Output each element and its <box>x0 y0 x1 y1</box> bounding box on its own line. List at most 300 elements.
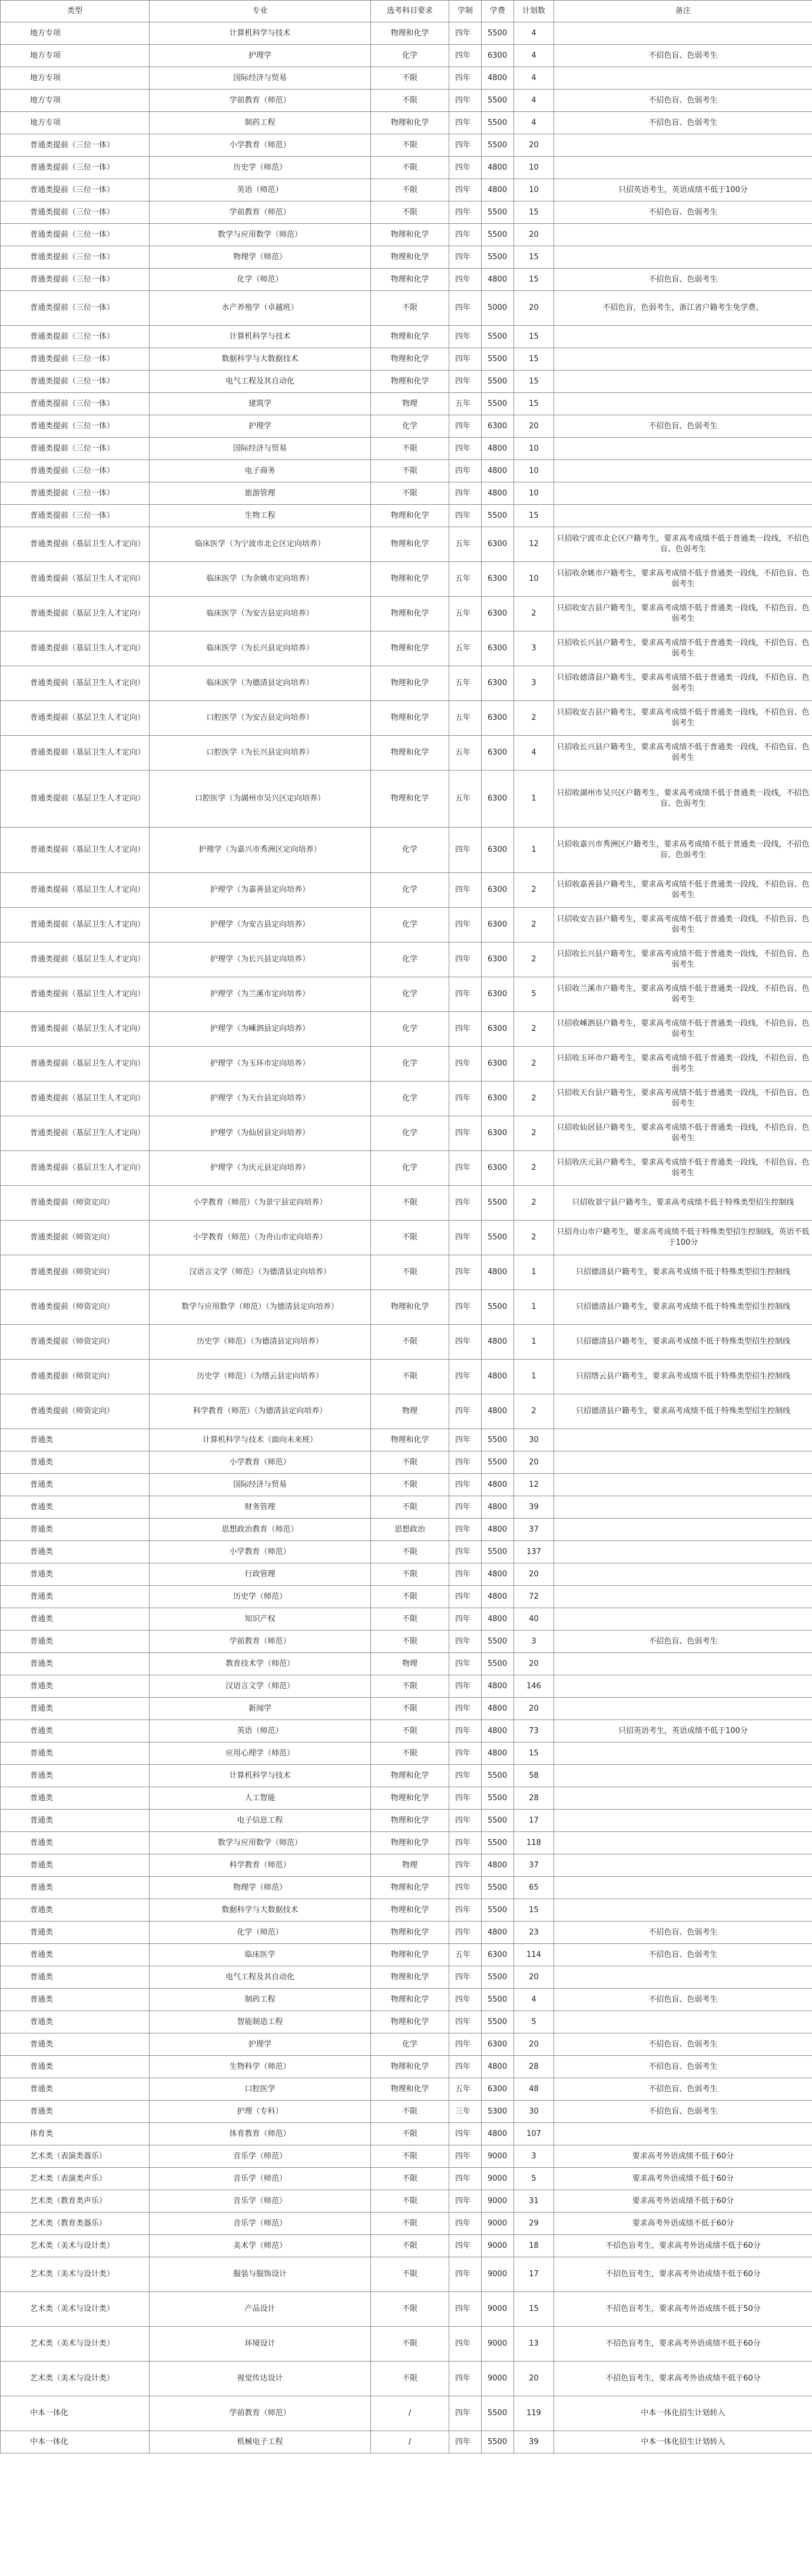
type-cell: 普通类 <box>1 2078 150 2101</box>
duration-cell: 四年 <box>449 873 482 908</box>
table-row <box>1 2078 812 2101</box>
plan-count-cell: 15 <box>514 201 554 224</box>
type-cell: 中本一体化 <box>1 2396 150 2431</box>
table-row <box>1 1765 812 1787</box>
tuition-cell: 6300 <box>482 415 514 438</box>
type-cell: 普通类提前（基层卫生人才定向） <box>1 1047 150 1082</box>
plan-count-cell: 3 <box>514 666 554 701</box>
duration-cell: 四年 <box>449 2145 482 2168</box>
subject-requirement-cell: 物理和化学 <box>371 2011 449 2033</box>
duration-cell: 四年 <box>449 908 482 943</box>
major-cell: 英语（师范） <box>150 1720 371 1742</box>
tuition-cell: 5500 <box>482 1966 514 1989</box>
plan-count-cell: 12 <box>514 527 554 562</box>
remarks-cell: 要求高考外语成绩不低于60分 <box>554 2145 812 2168</box>
plan-count-cell: 137 <box>514 1541 554 1563</box>
plan-count-cell: 1 <box>514 1360 554 1394</box>
plan-count-cell: 3 <box>514 1631 554 1653</box>
duration-cell: 四年 <box>449 2235 482 2257</box>
table-row <box>1 112 812 134</box>
duration-cell: 五年 <box>449 393 482 415</box>
major-cell: 生物科学（师范） <box>150 2056 371 2078</box>
duration-cell: 四年 <box>449 1854 482 1877</box>
subject-requirement-cell: 不限 <box>371 1631 449 1653</box>
remarks-cell <box>554 1429 812 1451</box>
tuition-cell: 5500 <box>482 371 514 393</box>
remarks-cell <box>554 67 812 90</box>
subject-requirement-cell: 不限 <box>371 134 449 157</box>
remarks-cell <box>554 1877 812 1899</box>
tuition-cell: 9000 <box>482 2168 514 2190</box>
duration-cell: 四年 <box>449 371 482 393</box>
table-row <box>1 597 812 631</box>
remarks-cell <box>554 1519 812 1541</box>
subject-requirement-cell: 不限 <box>371 2145 449 2168</box>
subject-requirement-cell: 物理 <box>371 1653 449 1675</box>
major-cell: 学前教育（师范） <box>150 201 371 224</box>
tuition-cell: 5500 <box>482 1877 514 1899</box>
type-cell: 普通类提前（基层卫生人才定向） <box>1 828 150 873</box>
table-row <box>1 1631 812 1653</box>
tuition-cell: 5500 <box>482 1290 514 1325</box>
type-cell: 普通类提前（三位一体） <box>1 371 150 393</box>
remarks-cell <box>554 1541 812 1563</box>
subject-requirement-cell: 化学 <box>371 1047 449 1082</box>
duration-cell: 四年 <box>449 1186 482 1221</box>
type-cell: 普通类提前（基层卫生人才定向） <box>1 1082 150 1116</box>
table-row <box>1 348 812 371</box>
subject-requirement-cell: 不限 <box>371 179 449 201</box>
major-cell: 科学教育（师范）（为德清县定向培养） <box>150 1394 371 1429</box>
duration-cell: 四年 <box>449 157 482 179</box>
subject-requirement-cell: 物理和化学 <box>371 326 449 348</box>
plan-count-cell: 48 <box>514 2078 554 2101</box>
table-row <box>1 666 812 701</box>
plan-count-cell: 65 <box>514 1877 554 1899</box>
remarks-cell: 不招色盲、色弱考生 <box>554 1944 812 1966</box>
table-row <box>1 1787 812 1810</box>
tuition-cell: 4800 <box>482 179 514 201</box>
type-cell: 普通类提前（三位一体） <box>1 438 150 460</box>
table-row <box>1 291 812 326</box>
major-cell: 临床医学（为长兴县定向培养） <box>150 631 371 666</box>
plan-count-cell: 4 <box>514 112 554 134</box>
tuition-cell: 4800 <box>482 1563 514 1586</box>
type-cell: 普通类提前（三位一体） <box>1 179 150 201</box>
table-row <box>1 1966 812 1989</box>
plan-count-cell: 28 <box>514 2056 554 2078</box>
tuition-cell: 6300 <box>482 527 514 562</box>
major-cell: 数学与应用数学（师范） <box>150 224 371 246</box>
major-cell: 汉语言文学（师范） <box>150 1675 371 1698</box>
subject-requirement-cell: 物理和化学 <box>371 1899 449 1922</box>
remarks-cell: 只招德清县户籍考生，要求高考成绩不低于特殊类型招生控制线 <box>554 1255 812 1290</box>
tuition-cell: 6300 <box>482 908 514 943</box>
type-cell: 普通类 <box>1 1966 150 1989</box>
type-cell: 艺术类（美术与设计类） <box>1 2362 150 2396</box>
remarks-cell <box>554 1451 812 1474</box>
duration-cell: 四年 <box>449 2292 482 2327</box>
plan-count-cell: 15 <box>514 1742 554 1765</box>
major-cell: 护理学（为仙居县定向培养） <box>150 1116 371 1151</box>
type-cell: 普通类 <box>1 2011 150 2033</box>
table-header-row <box>1 1 812 22</box>
plan-count-cell: 1 <box>514 1255 554 1290</box>
duration-cell: 四年 <box>449 1765 482 1787</box>
type-cell: 普通类提前（基层卫生人才定向） <box>1 666 150 701</box>
tuition-cell: 9000 <box>482 2257 514 2292</box>
subject-requirement-cell: 物理和化学 <box>371 1290 449 1325</box>
major-cell: 知识产权 <box>150 1608 371 1631</box>
table-row <box>1 1877 812 1899</box>
major-cell: 历史学（师范） <box>150 1586 371 1608</box>
type-cell: 普通类提前（师资定向） <box>1 1255 150 1290</box>
duration-cell: 四年 <box>449 2123 482 2145</box>
table-row <box>1 1810 812 1832</box>
table-row <box>1 562 812 597</box>
subject-requirement-cell: 物理和化学 <box>371 505 449 527</box>
table-row <box>1 1151 812 1186</box>
plan-count-cell: 2 <box>514 597 554 631</box>
duration-cell: 四年 <box>449 1290 482 1325</box>
plan-count-cell: 20 <box>514 224 554 246</box>
table-row <box>1 2190 812 2213</box>
header-subject-requirement: 选考科目要求 <box>371 1 449 22</box>
subject-requirement-cell: 物理 <box>371 393 449 415</box>
table-row <box>1 828 812 873</box>
type-cell: 普通类 <box>1 1496 150 1519</box>
subject-requirement-cell: 物理和化学 <box>371 1877 449 1899</box>
remarks-cell: 不招色盲，色弱考生，浙江省户籍考生免学费。 <box>554 291 812 326</box>
tuition-cell: 6300 <box>482 45 514 67</box>
subject-requirement-cell: 不限 <box>371 1541 449 1563</box>
major-cell: 新闻学 <box>150 1698 371 1720</box>
plan-count-cell: 20 <box>514 291 554 326</box>
table-row <box>1 157 812 179</box>
major-cell: 机械电子工程 <box>150 2431 371 2453</box>
remarks-cell <box>554 1966 812 1989</box>
remarks-cell <box>554 1474 812 1496</box>
duration-cell: 四年 <box>449 1221 482 1255</box>
plan-count-cell: 15 <box>514 505 554 527</box>
table-row <box>1 1290 812 1325</box>
plan-count-cell: 4 <box>514 67 554 90</box>
type-cell: 地方专项 <box>1 67 150 90</box>
tuition-cell: 6300 <box>482 562 514 597</box>
table-row <box>1 90 812 112</box>
remarks-cell: 不招色盲、色弱考生 <box>554 269 812 291</box>
table-row <box>1 1899 812 1922</box>
duration-cell: 四年 <box>449 112 482 134</box>
subject-requirement-cell: 化学 <box>371 873 449 908</box>
type-cell: 艺术类（美术与设计类） <box>1 2292 150 2327</box>
plan-count-cell: 1 <box>514 1290 554 1325</box>
duration-cell: 四年 <box>449 1519 482 1541</box>
plan-count-cell: 2 <box>514 1151 554 1186</box>
remarks-cell: 只招收玉环市户籍考生，要求高考成绩不低于普通类一段线，不招色盲、色弱考生 <box>554 1047 812 1082</box>
major-cell: 小学教育（师范）（为舟山市定向培养） <box>150 1221 371 1255</box>
tuition-cell: 4800 <box>482 1698 514 1720</box>
major-cell: 临床医学（为宁波市北仑区定向培养） <box>150 527 371 562</box>
plan-count-cell: 2 <box>514 1186 554 1221</box>
major-cell: 临床医学（为余姚市定向培养） <box>150 562 371 597</box>
tuition-cell: 4800 <box>482 1675 514 1698</box>
tuition-cell: 5500 <box>482 348 514 371</box>
tuition-cell: 5500 <box>482 1221 514 1255</box>
tuition-cell: 4800 <box>482 2123 514 2145</box>
tuition-cell: 5500 <box>482 1989 514 2011</box>
tuition-cell: 6300 <box>482 1082 514 1116</box>
tuition-cell: 6300 <box>482 771 514 828</box>
plan-count-cell: 15 <box>514 1899 554 1922</box>
subject-requirement-cell: 不限 <box>371 2362 449 2396</box>
plan-count-cell: 3 <box>514 631 554 666</box>
plan-count-cell: 114 <box>514 1944 554 1966</box>
type-cell: 普通类 <box>1 1631 150 1653</box>
plan-count-cell: 4 <box>514 45 554 67</box>
subject-requirement-cell: / <box>371 2396 449 2431</box>
remarks-cell <box>554 1586 812 1608</box>
tuition-cell: 6300 <box>482 666 514 701</box>
type-cell: 普通类提前（基层卫生人才定向） <box>1 771 150 828</box>
tuition-cell: 5500 <box>482 22 514 45</box>
tuition-cell: 4800 <box>482 1519 514 1541</box>
table-row <box>1 1989 812 2011</box>
subject-requirement-cell: 不限 <box>371 1474 449 1496</box>
plan-count-cell: 2 <box>514 1047 554 1082</box>
major-cell: 音乐学（师范） <box>150 2190 371 2213</box>
duration-cell: 四年 <box>449 2011 482 2033</box>
duration-cell: 四年 <box>449 1877 482 1899</box>
major-cell: 口腔医学（为安吉县定向培养） <box>150 701 371 736</box>
remarks-cell: 只招缙云县户籍考生，要求高考成绩不低于特殊类型招生控制线 <box>554 1360 812 1394</box>
type-cell: 普通类提前（三位一体） <box>1 482 150 505</box>
table-row <box>1 505 812 527</box>
subject-requirement-cell: 不限 <box>371 482 449 505</box>
subject-requirement-cell: 物理和化学 <box>371 269 449 291</box>
remarks-cell: 只招收景宁县户籍考生，要求高考成绩不低于特殊类型招生控制线 <box>554 1186 812 1221</box>
plan-count-cell: 72 <box>514 1586 554 1608</box>
type-cell: 普通类 <box>1 1586 150 1608</box>
major-cell: 水产养殖学（卓越班） <box>150 291 371 326</box>
type-cell: 艺术类（表演类器乐） <box>1 2145 150 2168</box>
remarks-cell <box>554 1698 812 1720</box>
table-row <box>1 1519 812 1541</box>
major-cell: 物理学（师范） <box>150 246 371 269</box>
tuition-cell: 5500 <box>482 1787 514 1810</box>
tuition-cell: 6300 <box>482 1012 514 1047</box>
plan-count-cell: 73 <box>514 1720 554 1742</box>
duration-cell: 四年 <box>449 2213 482 2235</box>
type-cell: 普通类提前（基层卫生人才定向） <box>1 597 150 631</box>
subject-requirement-cell: 不限 <box>371 2190 449 2213</box>
major-cell: 护理（专科） <box>150 2101 371 2123</box>
major-cell: 护理学（为嵊泗县定向培养） <box>150 1012 371 1047</box>
type-cell: 普通类提前（三位一体） <box>1 291 150 326</box>
plan-count-cell: 39 <box>514 2431 554 2453</box>
tuition-cell: 9000 <box>482 2362 514 2396</box>
duration-cell: 四年 <box>449 2257 482 2292</box>
duration-cell: 四年 <box>449 1608 482 1631</box>
duration-cell: 四年 <box>449 1151 482 1186</box>
remarks-cell: 只招英语考生，英语成绩不低于100分 <box>554 179 812 201</box>
table-row <box>1 179 812 201</box>
duration-cell: 四年 <box>449 2168 482 2190</box>
major-cell: 口腔医学 <box>150 2078 371 2101</box>
duration-cell: 四年 <box>449 1394 482 1429</box>
major-cell: 历史学（师范）（为缙云县定向培养） <box>150 1360 371 1394</box>
plan-count-cell: 30 <box>514 2101 554 2123</box>
tuition-cell: 9000 <box>482 2213 514 2235</box>
plan-count-cell: 15 <box>514 269 554 291</box>
plan-count-cell: 10 <box>514 460 554 482</box>
type-cell: 普通类提前（基层卫生人才定向） <box>1 908 150 943</box>
remarks-cell: 只招收湖州市吴兴区户籍考生，要求高考成绩不低于普通类一段线，不招色盲、色弱考生 <box>554 771 812 828</box>
duration-cell: 四年 <box>449 1429 482 1451</box>
plan-count-cell: 15 <box>514 371 554 393</box>
remarks-cell: 只招收宁波市北仑区户籍考生，要求高考成绩不低于普通类一段线，不招色盲、色弱考生 <box>554 527 812 562</box>
remarks-cell: 只招收安吉县户籍考生，要求高考成绩不低于普通类一段线，不招色盲、色弱考生 <box>554 908 812 943</box>
table-row <box>1 246 812 269</box>
table-row <box>1 1082 812 1116</box>
major-cell: 物理学（师范） <box>150 1877 371 1899</box>
plan-count-cell: 10 <box>514 179 554 201</box>
major-cell: 国际经济与贸易 <box>150 1474 371 1496</box>
tuition-cell: 4800 <box>482 1742 514 1765</box>
duration-cell: 四年 <box>449 460 482 482</box>
table-row <box>1 1832 812 1854</box>
remarks-cell: 只招收长兴县户籍考生，要求高考成绩不低于普通类一段线，不招色盲、色弱考生 <box>554 943 812 977</box>
table-row <box>1 1608 812 1631</box>
plan-count-cell: 28 <box>514 1787 554 1810</box>
table-row <box>1 67 812 90</box>
type-cell: 普通类 <box>1 1429 150 1451</box>
major-cell: 护理学（为安吉县定向培养） <box>150 908 371 943</box>
duration-cell: 四年 <box>449 1698 482 1720</box>
duration-cell: 四年 <box>449 22 482 45</box>
remarks-cell: 只招收德清县户籍考生，要求高考成绩不低于普通类一段线，不招色盲、色弱考生 <box>554 666 812 701</box>
plan-count-cell: 2 <box>514 908 554 943</box>
subject-requirement-cell: 不限 <box>371 1675 449 1698</box>
tuition-cell: 6300 <box>482 873 514 908</box>
subject-requirement-cell: 物理和化学 <box>371 371 449 393</box>
duration-cell: 四年 <box>449 505 482 527</box>
duration-cell: 四年 <box>449 67 482 90</box>
plan-count-cell: 17 <box>514 1810 554 1832</box>
duration-cell: 四年 <box>449 1810 482 1832</box>
subject-requirement-cell: 不限 <box>371 1325 449 1360</box>
type-cell: 普通类 <box>1 1519 150 1541</box>
major-cell: 建筑学 <box>150 393 371 415</box>
type-cell: 艺术类（教育类器乐） <box>1 2213 150 2235</box>
plan-count-cell: 119 <box>514 2396 554 2431</box>
plan-count-cell: 30 <box>514 1429 554 1451</box>
type-cell: 普通类提前（师资定向） <box>1 1394 150 1429</box>
major-cell: 计算机科学与技术 <box>150 1765 371 1787</box>
major-cell: 护理学（为庆元县定向培养） <box>150 1151 371 1186</box>
major-cell: 数学与应用数学（师范）（为德清县定向培养） <box>150 1290 371 1325</box>
table-row <box>1 1047 812 1082</box>
plan-count-cell: 1 <box>514 771 554 828</box>
duration-cell: 四年 <box>449 45 482 67</box>
plan-count-cell: 3 <box>514 2145 554 2168</box>
major-cell: 电气工程及其自动化 <box>150 371 371 393</box>
major-cell: 护理学（为玉环市定向培养） <box>150 1047 371 1082</box>
table-row <box>1 134 812 157</box>
duration-cell: 四年 <box>449 438 482 460</box>
tuition-cell: 5500 <box>482 393 514 415</box>
remarks-cell: 不招色盲、色弱考生 <box>554 90 812 112</box>
header-type: 类型 <box>1 1 150 22</box>
remarks-cell <box>554 482 812 505</box>
remarks-cell <box>554 224 812 246</box>
subject-requirement-cell: 不限 <box>371 1221 449 1255</box>
subject-requirement-cell: 物理和化学 <box>371 1989 449 2011</box>
type-cell: 普通类提前（基层卫生人才定向） <box>1 736 150 771</box>
tuition-cell: 5500 <box>482 1631 514 1653</box>
duration-cell: 四年 <box>449 224 482 246</box>
type-cell: 普通类 <box>1 1698 150 1720</box>
remarks-cell: 不招色盲、色弱考生 <box>554 112 812 134</box>
table-row <box>1 1116 812 1151</box>
plan-count-cell: 23 <box>514 1922 554 1944</box>
major-cell: 计算机科学与技术 <box>150 326 371 348</box>
plan-count-cell: 37 <box>514 1854 554 1877</box>
table-row <box>1 1186 812 1221</box>
plan-count-cell: 20 <box>514 2362 554 2396</box>
type-cell: 普通类 <box>1 1832 150 1854</box>
table-row <box>1 771 812 828</box>
tuition-cell: 5500 <box>482 224 514 246</box>
tuition-cell: 6300 <box>482 1944 514 1966</box>
duration-cell: 四年 <box>449 1012 482 1047</box>
major-cell: 英语（师范） <box>150 179 371 201</box>
tuition-cell: 6300 <box>482 701 514 736</box>
subject-requirement-cell: 物理和化学 <box>371 2056 449 2078</box>
major-cell: 护理学（为兰溪市定向培养） <box>150 977 371 1012</box>
table-row <box>1 1451 812 1474</box>
plan-count-cell: 10 <box>514 157 554 179</box>
major-cell: 智能制造工程 <box>150 2011 371 2033</box>
plan-count-cell: 20 <box>514 2033 554 2056</box>
plan-count-cell: 2 <box>514 943 554 977</box>
remarks-cell <box>554 1496 812 1519</box>
type-cell: 普通类 <box>1 1944 150 1966</box>
major-cell: 护理学（为嘉善县定向培养） <box>150 873 371 908</box>
plan-count-cell: 12 <box>514 1474 554 1496</box>
type-cell: 普通类提前（三位一体） <box>1 505 150 527</box>
type-cell: 普通类 <box>1 1765 150 1787</box>
table-row <box>1 2431 812 2453</box>
plan-count-cell: 10 <box>514 482 554 505</box>
duration-cell: 四年 <box>449 1586 482 1608</box>
subject-requirement-cell: 不限 <box>371 2213 449 2235</box>
tuition-cell: 9000 <box>482 2145 514 2168</box>
duration-cell: 四年 <box>449 2190 482 2213</box>
type-cell: 普通类 <box>1 1653 150 1675</box>
tuition-cell: 5500 <box>482 1765 514 1787</box>
remarks-cell <box>554 393 812 415</box>
type-cell: 普通类 <box>1 1810 150 1832</box>
table-row <box>1 393 812 415</box>
remarks-cell: 不招色盲考生，要求高考外语成绩不低于60分 <box>554 2362 812 2396</box>
type-cell: 艺术类（美术与设计类） <box>1 2235 150 2257</box>
subject-requirement-cell: 化学 <box>371 45 449 67</box>
remarks-cell: 不招色盲、色弱考生 <box>554 2033 812 2056</box>
type-cell: 普通类提前（三位一体） <box>1 269 150 291</box>
plan-count-cell: 4 <box>514 736 554 771</box>
tuition-cell: 9000 <box>482 2327 514 2362</box>
